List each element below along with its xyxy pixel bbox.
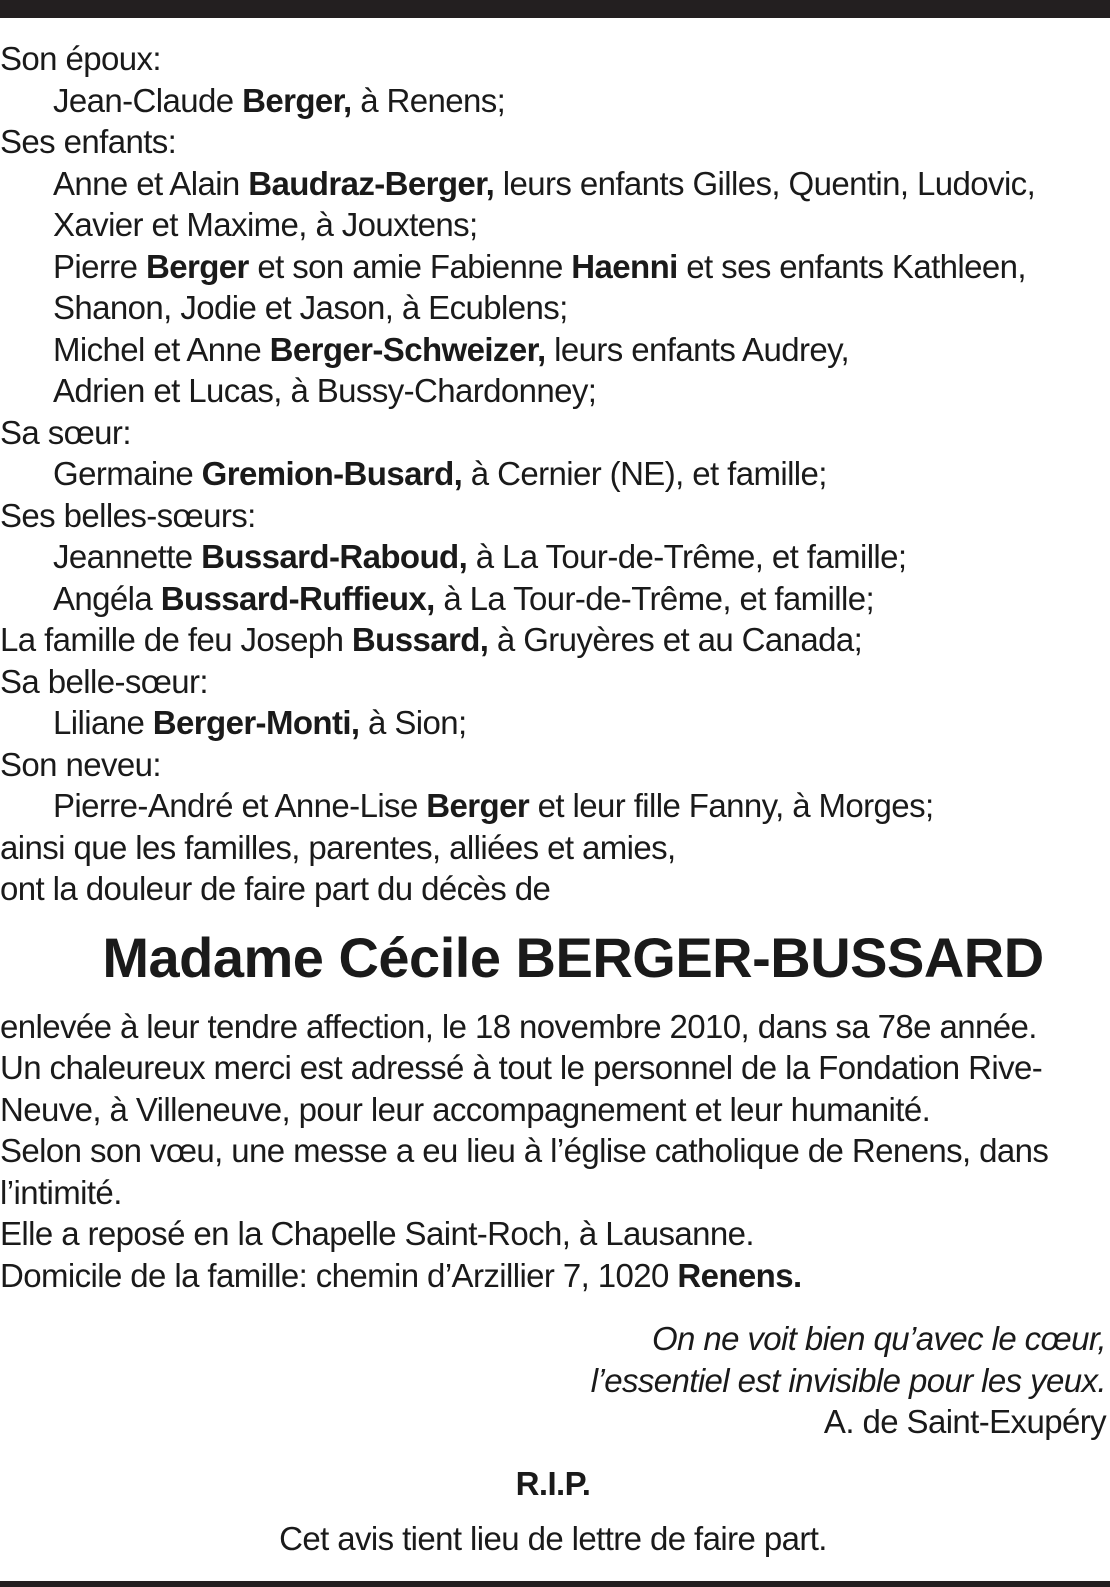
late-family-place: à Gruyères et au Canada; [488,621,863,658]
child3-surname: Berger-Schweizer, [269,330,546,368]
late-family-surname: Bussard, [351,621,489,658]
spouse-first-name: Jean-Claude [53,81,243,119]
sister-line [0,453,1106,495]
child1-continuation: Xavier et Maxime, à Jouxtens; [53,206,478,243]
nephew-heading: Son neveu: [0,745,161,783]
spouse-heading: Son époux: [0,40,161,77]
rip: R.I.P. [515,1464,591,1502]
sister-in-law1-line [0,536,1106,578]
quote-author: A. de Saint-Exupéry [823,1403,1106,1440]
bottom-rule [0,1581,1110,1587]
domicile-address: Domicile de la famille: chemin d’Arzillier 7, 1020 [0,1256,678,1294]
sister-in-law3-surname: Berger-Monti, [152,704,360,741]
obituary-notice [0,38,1106,1560]
sister-in-law1-surname: Bussard-Raboud, [201,538,468,575]
child1-surname: Baudraz-Berger, [248,164,495,202]
sister-in-law3-line [0,702,1106,744]
announcement-line: ont la douleur de faire part du décès de [0,870,551,907]
quote-block [0,1318,1106,1401]
quote-line-2: l’essentiel est invisible pour les yeux. [590,1361,1106,1399]
child1-details: leurs enfants Gilles, Quentin, Ludovic, [494,164,1036,202]
sister-in-law3-place: à Sion; [359,704,467,741]
body-line-3: Neuve, à Villeneuve, pour leur accompagnement et leur humanité. [0,1090,931,1128]
nephew-details: et leur fille Fanny, à Morges; [529,787,934,824]
sister-in-law3-first-name: Liliane [53,704,153,741]
child2-line [0,246,1106,288]
spouse-line [0,80,1106,122]
body-line-1: enlevée à leur tendre affection, le 18 novembre 2010, dans sa 78e année. [0,1007,1037,1045]
child2-surname: Berger [146,247,249,285]
body-line-4: Selon son vœu, une messe a eu lieu à l’église catholique de Renens, dans [0,1132,1049,1169]
sister-first-name: Germaine [53,455,202,492]
closing-families-line: ainsi que les familles, parentes, alliées et amies, [0,828,676,866]
sister-in-law2-details: à La Tour-de-Trême, et famille; [434,579,875,617]
child3-line [0,329,1106,371]
child2-first-name: Pierre [53,247,146,285]
sister-in-law1-details: à La Tour-de-Trême, et famille; [467,538,907,575]
top-rule [0,0,1110,18]
child2-partner-surname: Haenni [571,247,678,285]
body-line-6: Elle a reposé en la Chapelle Saint-Roch, à Lausanne. [0,1215,754,1252]
body-line-2: Un chaleureux merci est adressé à tout le personnel de la Fondation Rive- [0,1049,1043,1086]
late-family-line [0,619,1106,661]
nephew-line [0,785,1106,827]
spouse-surname: Berger, [242,81,352,119]
sister-in-law1-first-name: Jeannette [53,538,202,575]
notice-statement: Cet avis tient lieu de lettre de faire part. [279,1520,827,1557]
child1-first-names: Anne et Alain [53,164,249,202]
late-family-text: La famille de feu Joseph [0,621,352,658]
domicile-city: Renens. [677,1256,802,1294]
child3-first-names: Michel et Anne [53,330,270,368]
sisters-in-law-heading: Ses belles-sœurs: [0,496,256,534]
child1-line [0,163,1106,205]
sister-in-law2-surname: Bussard-Ruffieux, [160,579,435,617]
quote-line-1: On ne voit bien qu’avec le cœur, [651,1320,1106,1357]
nephew-first-names: Pierre-André et Anne-Lise [53,787,427,824]
child2-partner-text: et son amie Fabienne [248,247,572,285]
sister-in-law-heading: Sa belle-sœur: [0,662,209,700]
sister-details: à Cernier (NE), et famille; [462,455,827,492]
child2-continuation: Shanon, Jodie et Jason, à Ecublens; [53,289,568,326]
child3-details: leurs enfants Audrey, [545,330,850,368]
deceased-name: Madame Cécile BERGER-BUSSARD [102,925,1044,989]
children-heading: Ses enfants: [0,123,177,160]
sister-in-law2-line [0,578,1106,620]
domicile-line [0,1255,1106,1297]
sister-in-law2-first-name: Angéla [53,579,161,617]
nephew-surname: Berger [426,787,530,824]
body-line-5: l’intimité. [0,1173,122,1211]
child3-continuation: Adrien et Lucas, à Bussy-Chardonney; [53,372,597,409]
child2-details: et ses enfants Kathleen, [677,247,1026,285]
spouse-place: à Renens; [351,81,506,119]
sister-surname: Gremion-Busard, [201,455,463,492]
sister-heading: Sa sœur: [0,413,131,451]
